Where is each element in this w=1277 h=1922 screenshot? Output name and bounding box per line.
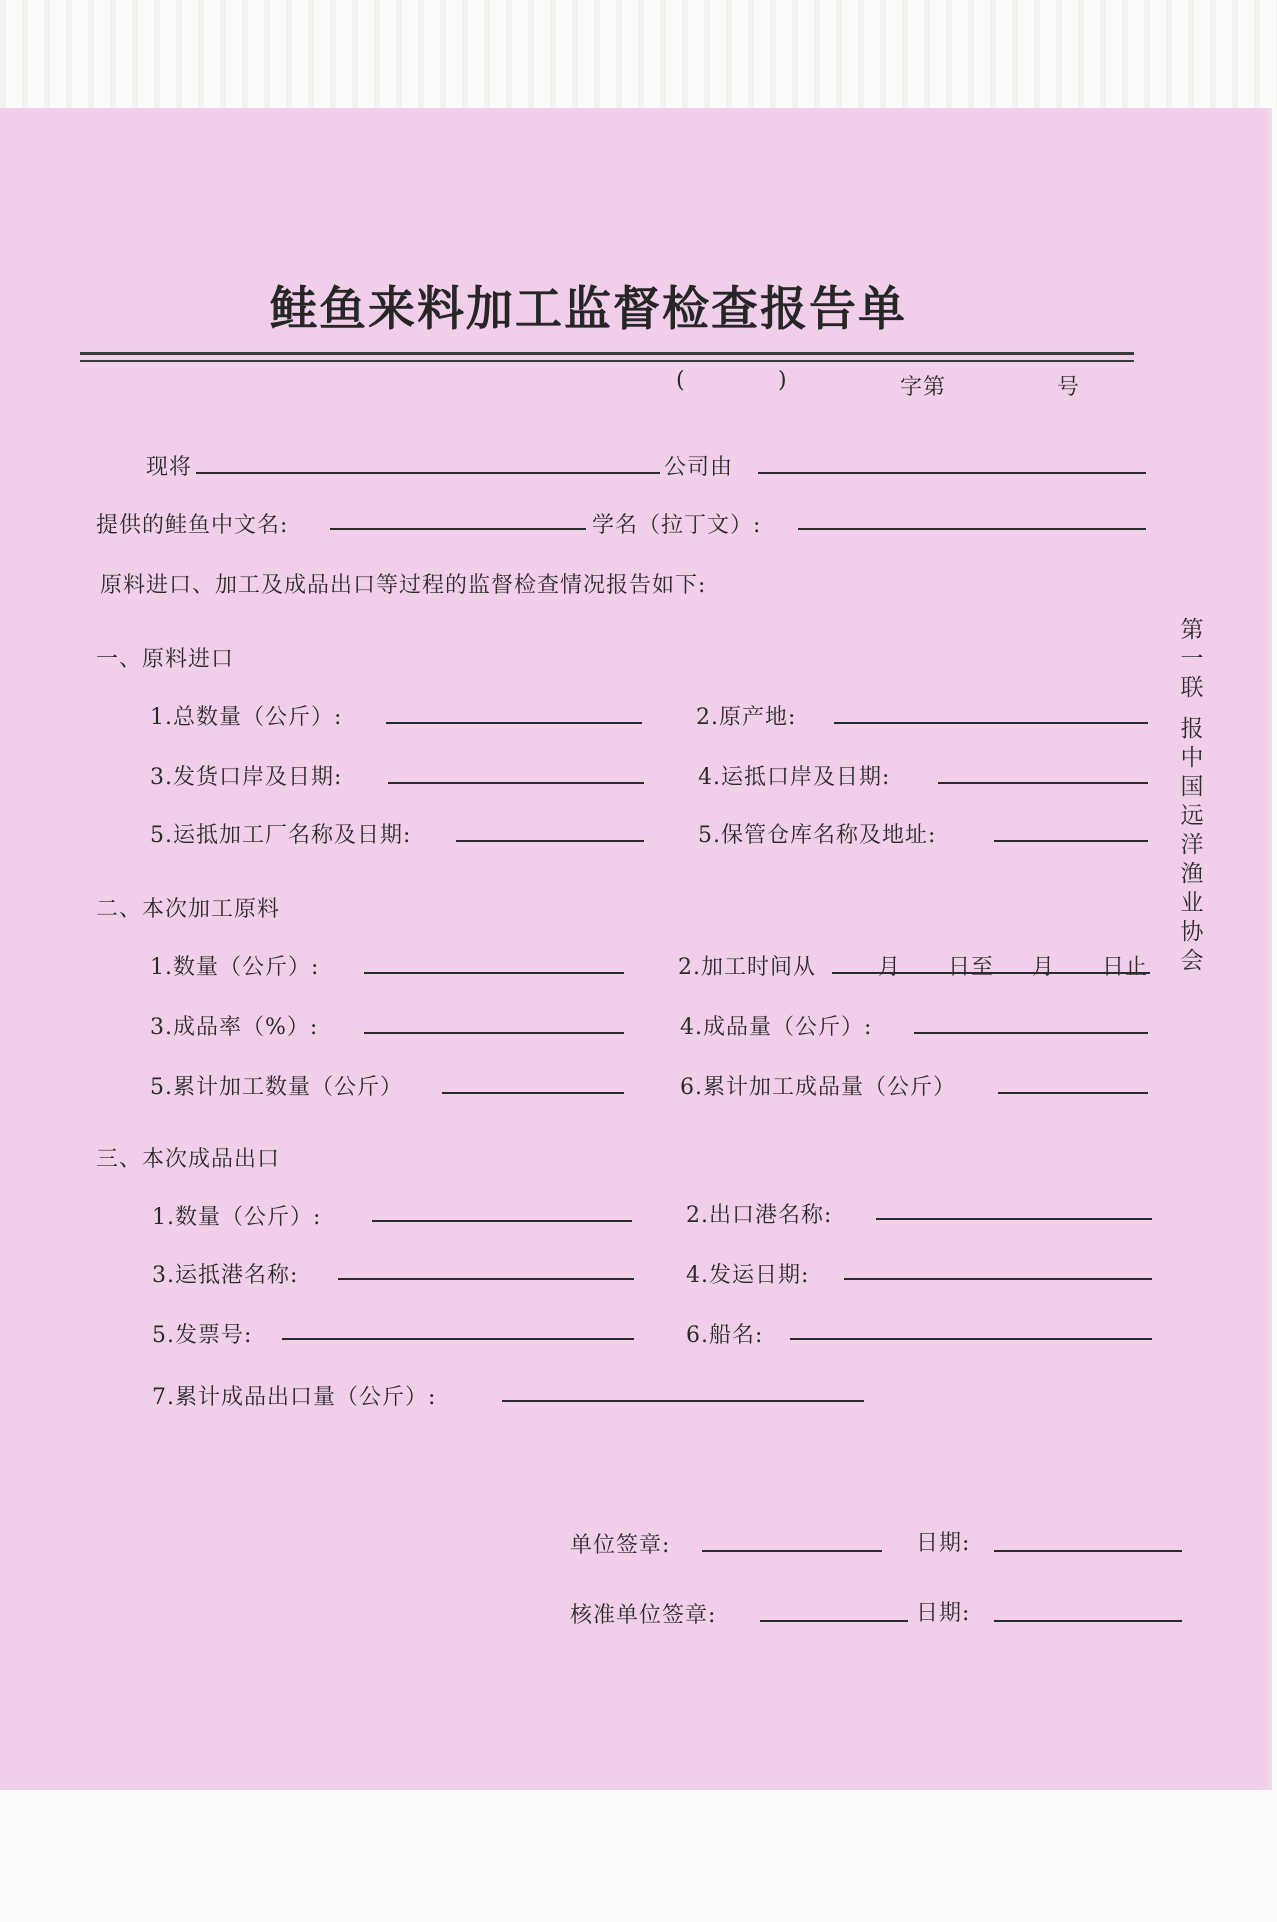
- s2-cum-output-label: 6.累计加工成品量（公斤）: [680, 1075, 956, 1100]
- s1-factory-label: 5.运抵加工厂名称及日期:: [150, 823, 412, 848]
- doc-number-zi-di: 字第: [900, 375, 947, 400]
- s3-cum-export-line[interactable]: [502, 1400, 864, 1402]
- field-cn-name-line[interactable]: [330, 528, 586, 530]
- s2-cum-output-line[interactable]: [998, 1092, 1148, 1094]
- s1-origin-line[interactable]: [834, 722, 1148, 724]
- s2-cum-qty-line[interactable]: [442, 1092, 624, 1094]
- s3-export-port-line[interactable]: [876, 1218, 1152, 1220]
- section3-heading: 三、本次成品出口: [96, 1147, 281, 1172]
- s3-export-port-label: 2.出口港名称:: [686, 1203, 833, 1228]
- copy-note-char: 中: [1180, 745, 1204, 771]
- s3-dest-port-line[interactable]: [338, 1278, 634, 1280]
- s2-yield-label: 3.成品率（%）:: [150, 1015, 319, 1040]
- s2-day1: 日至: [948, 955, 995, 980]
- copy-note-char: 会: [1180, 948, 1204, 974]
- s3-invoice-line[interactable]: [282, 1338, 634, 1340]
- s2-time-label: 2.加工时间从: [678, 955, 816, 980]
- field-provider-line[interactable]: [758, 472, 1146, 474]
- sheet-edge: [1268, 108, 1272, 1790]
- date2-label: 日期:: [916, 1601, 971, 1626]
- s2-month1: 月: [878, 955, 902, 980]
- copy-note-char: 第: [1180, 617, 1204, 643]
- s2-qty-line[interactable]: [364, 972, 624, 974]
- s1-total-qty-line[interactable]: [386, 722, 642, 724]
- s3-cum-export-label: 7.累计成品出口量（公斤）:: [152, 1385, 437, 1410]
- copy-note-char: 协: [1180, 919, 1204, 945]
- perforated-top-strip: [0, 0, 1277, 108]
- copy-note-char: 报: [1180, 716, 1204, 742]
- approve-seal-line[interactable]: [760, 1620, 908, 1622]
- copy-note-char: 渔: [1180, 861, 1204, 887]
- s2-output-label: 4.成品量（公斤）:: [680, 1015, 873, 1040]
- doc-number-hao: 号: [1057, 375, 1081, 400]
- s3-vessel-label: 6.船名:: [686, 1323, 764, 1348]
- s3-ship-date-line[interactable]: [844, 1278, 1152, 1280]
- s1-warehouse-line[interactable]: [994, 840, 1148, 842]
- unit-seal-label: 单位签章:: [570, 1533, 671, 1558]
- field-company-line[interactable]: [196, 472, 660, 474]
- approve-seal-label: 核准单位签章:: [570, 1603, 717, 1628]
- s1-factory-line[interactable]: [456, 840, 644, 842]
- copy-note-vertical: [1177, 616, 1207, 976]
- copy-note-char: 洋: [1180, 832, 1204, 858]
- s1-origin-label: 2.原产地:: [696, 705, 797, 730]
- unit-seal-line[interactable]: [702, 1550, 882, 1552]
- title-rule-bottom: [80, 360, 1134, 362]
- doc-number-close-paren: ): [778, 368, 788, 393]
- s2-month2: 月: [1032, 955, 1056, 980]
- bottom-strip: [0, 1790, 1277, 1922]
- date1-line[interactable]: [994, 1550, 1182, 1552]
- s3-dest-port-label: 3.运抵港名称:: [152, 1263, 299, 1288]
- label-latin-name: 学名（拉丁文）:: [592, 513, 762, 538]
- s2-yield-line[interactable]: [364, 1032, 624, 1034]
- date1-label: 日期:: [916, 1531, 971, 1556]
- s3-ship-date-label: 4.发运日期:: [686, 1263, 810, 1288]
- s3-vessel-line[interactable]: [790, 1338, 1152, 1340]
- s1-warehouse-label: 5.保管仓库名称及地址:: [698, 823, 937, 848]
- s1-total-qty-label: 1.总数量（公斤）:: [150, 705, 343, 730]
- s2-cum-qty-label: 5.累计加工数量（公斤）: [150, 1075, 403, 1100]
- copy-note-char: 联: [1180, 675, 1204, 701]
- label-gongsi-you: 公司由: [664, 455, 734, 480]
- title-rule-top: [80, 352, 1134, 355]
- report-intro-line: 原料进口、加工及成品出口等过程的监督检查情况报告如下:: [100, 573, 707, 598]
- doc-number-open-paren: (: [676, 368, 686, 393]
- copy-note-char: 一: [1180, 646, 1204, 672]
- form-title: 鲑鱼来料加工监督检查报告单: [270, 282, 907, 337]
- s1-ship-port-label: 3.发货口岸及日期:: [150, 765, 343, 790]
- field-latin-name-line[interactable]: [798, 528, 1146, 530]
- label-xianjiang: 现将: [146, 455, 193, 480]
- copy-note-char: 远: [1180, 803, 1204, 829]
- s1-arrival-port-label: 4.运抵口岸及日期:: [698, 765, 891, 790]
- section2-heading: 二、本次加工原料: [96, 897, 281, 922]
- s2-output-line[interactable]: [914, 1032, 1148, 1034]
- s2-day2: 日止: [1102, 955, 1149, 980]
- s3-invoice-label: 5.发票号:: [152, 1323, 253, 1348]
- s1-arrival-port-line[interactable]: [938, 782, 1148, 784]
- date2-line[interactable]: [994, 1620, 1182, 1622]
- s1-ship-port-line[interactable]: [388, 782, 644, 784]
- copy-note-char: [1177, 703, 1207, 715]
- copy-note-char: 国: [1180, 774, 1204, 800]
- copy-note-char: 业: [1180, 890, 1204, 916]
- section1-heading: 一、原料进口: [96, 647, 235, 672]
- s3-qty-label: 1.数量（公斤）:: [152, 1205, 322, 1230]
- label-cn-name: 提供的鲑鱼中文名:: [96, 513, 289, 538]
- s2-qty-label: 1.数量（公斤）:: [150, 955, 320, 980]
- s3-qty-line[interactable]: [372, 1220, 632, 1222]
